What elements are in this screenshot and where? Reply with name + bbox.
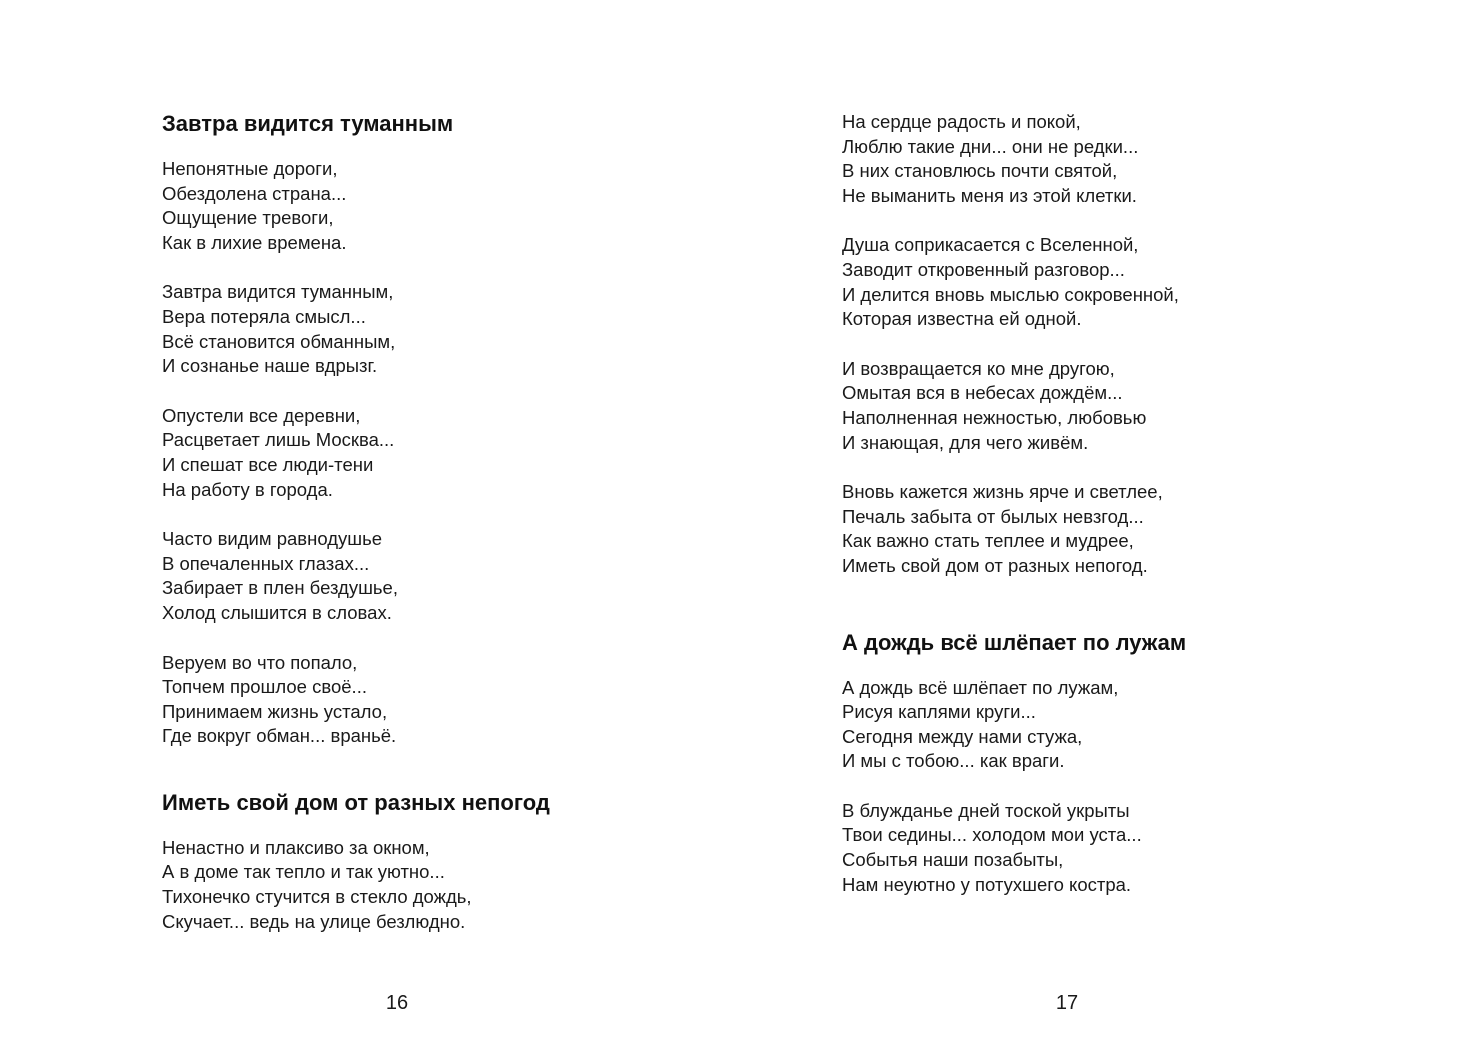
stanza	[162, 527, 682, 625]
poem-line: Иметь свой дом от разных непогод.	[842, 554, 1148, 576]
poem-line: Душа соприкасается с Вселенной,	[842, 234, 1139, 256]
poem-title: Завтра видится туманным	[162, 111, 454, 136]
poem-line: Завтра видится туманным,	[162, 281, 394, 303]
poem-line: Нам неуютно у потухшего костра.	[842, 873, 1132, 895]
stanza	[162, 280, 682, 378]
poem-title: Иметь свой дом от разных непогод	[162, 789, 550, 815]
stanza	[842, 233, 1402, 331]
poem-line: Омытая вся в небесах дождём...	[842, 382, 1123, 404]
poem-line: Веруем во что попало,	[162, 651, 358, 673]
poem-line: Опустели все деревни,	[162, 404, 361, 426]
poem-line: Непонятные дороги,	[162, 158, 338, 179]
poem-line: Расцветает лишь Москва...	[162, 429, 395, 451]
poem-title: А дождь всё шлёпает по лужам	[842, 629, 1187, 655]
stanza	[842, 799, 1402, 897]
poem-line: Как в лихие времена.	[162, 231, 347, 253]
page-number: 16	[385, 992, 409, 1014]
poem-line: Всё становится обманным,	[162, 330, 396, 352]
poem-line: Топчем прошлое своё...	[162, 676, 367, 698]
poem-line: Принимаем жизнь устало,	[162, 700, 388, 722]
poem-line: Сегодня между нами стужа,	[842, 725, 1083, 747]
poem-line: Как важно стать теплее и мудрее,	[842, 530, 1134, 552]
stanza	[842, 357, 1402, 455]
poem-line: И спешат все люди-тени	[162, 453, 374, 475]
left-page-text	[162, 108, 682, 934]
poem-line: И возвращается ко мне другою,	[842, 357, 1115, 379]
poem-line: И сознанье наше вдрызг.	[162, 355, 378, 377]
poem-line: Печаль забыта от былых невзгод...	[842, 505, 1144, 527]
poem-line: Которая известна ей одной.	[842, 308, 1082, 330]
poem-line: Рисуя каплями круги...	[842, 701, 1036, 723]
poem-line: В опечаленных глазах...	[162, 552, 370, 574]
stanza	[162, 836, 682, 934]
poem	[162, 108, 682, 749]
poem-line: Вера потеряла смысл...	[162, 305, 366, 327]
stanza	[162, 404, 682, 502]
poem-line: Наполненная нежностью, любовью	[842, 406, 1147, 428]
poem-line: В блужданье дней тоской укрыты	[842, 799, 1130, 821]
poem-line: Ненастно и плаксиво за окном,	[162, 836, 430, 858]
stanza	[162, 157, 682, 255]
poem	[842, 627, 1402, 898]
poem-line: И знающая, для чего живём.	[842, 431, 1089, 453]
poem-line: Вновь кажется жизнь ярче и светлее,	[842, 481, 1163, 503]
poem-line: И делится вновь мыслью сокровенной,	[842, 283, 1179, 305]
poem-line: Скучает... ведь на улице безлюдно.	[162, 910, 466, 932]
poem-line: И мы с тобою... как враги.	[842, 750, 1065, 772]
poem-line: Люблю такие дни... они не редки...	[842, 135, 1139, 157]
stanza	[842, 676, 1402, 774]
poem-line: Обездолена страна...	[162, 182, 347, 204]
poem-line: Холод слышится в словах.	[162, 601, 392, 623]
poem-line: Заводит откровенный разговор...	[842, 258, 1125, 280]
poem-line: А в доме так тепло и так уютно...	[162, 861, 445, 883]
poem-line: Ощущение тревоги,	[162, 207, 334, 229]
stanza	[842, 480, 1402, 578]
poem-line: Где вокруг обман... враньё.	[162, 725, 397, 747]
poem	[162, 787, 682, 934]
poem-line: Твои седины... холодом мои уста...	[842, 824, 1142, 846]
poem-line: В них становлюсь почти святой,	[842, 160, 1118, 182]
poem-line: Тихонечко стучится в стекло дождь,	[162, 886, 472, 908]
right-page-text	[842, 110, 1402, 897]
poem-line: На сердце радость и покой,	[842, 111, 1081, 132]
poem-line: Событья наши позабыты,	[842, 849, 1064, 871]
right-page	[732, 0, 1464, 1045]
poem-line: Не выманить меня из этой клетки.	[842, 184, 1137, 206]
stanza	[162, 651, 682, 749]
stanza	[842, 110, 1402, 208]
poem-continuation	[842, 110, 1402, 579]
poem-line: Забирает в плен бездушье,	[162, 577, 398, 599]
poem-line: Часто видим равнодушье	[162, 528, 383, 550]
page-number: 17	[1055, 992, 1079, 1014]
poem-line: А дождь всё шлёпает по лужам,	[842, 676, 1119, 698]
poem-line: На работу в города.	[162, 478, 333, 500]
